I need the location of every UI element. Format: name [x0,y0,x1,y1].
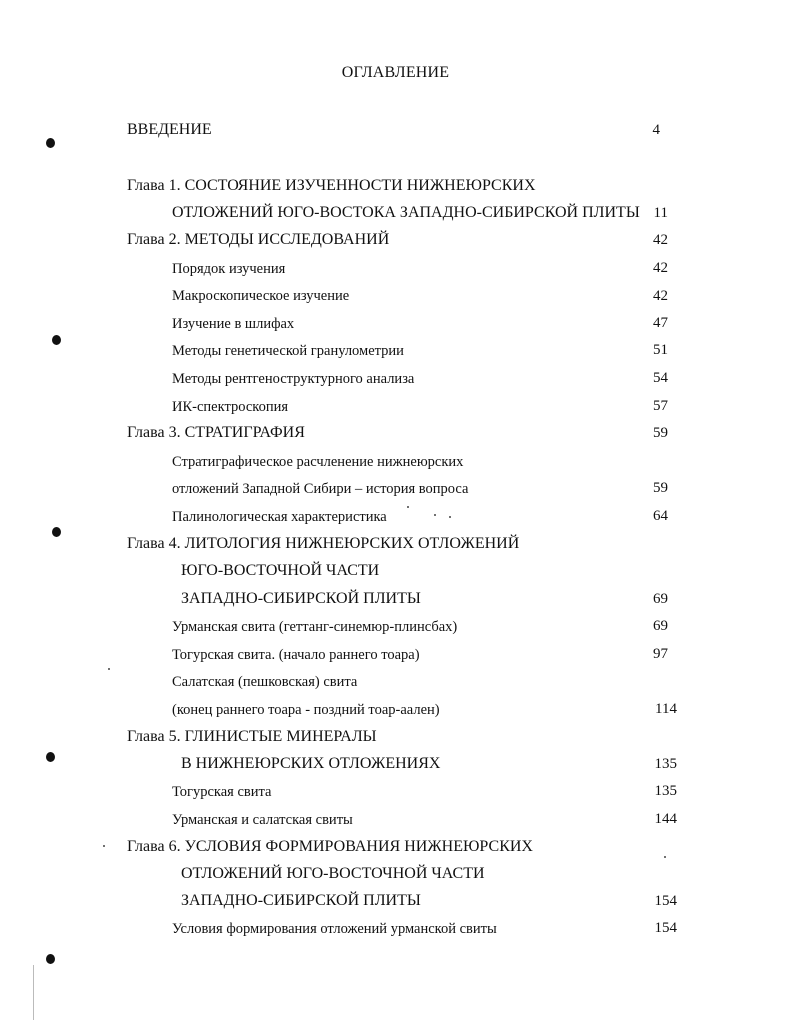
scan-margin-line [33,965,34,1020]
toc-section-continued: отложений Западной Сибири – история вопроса [172,481,469,497]
punch-hole [46,954,55,964]
toc-section-continued: (конец раннего тоара - поздний тоар-аален) [172,702,440,718]
toc-page-number: 144 [654,811,677,827]
toc-section: Салатская (пешковская) свита [172,674,358,690]
toc-page-number: 59 [653,480,668,496]
toc-page-number: 42 [653,260,668,276]
toc-chapter-6: Глава 6. УСЛОВИЯ ФОРМИРОВАНИЯ НИЖНЕЮРСКИХ [127,838,533,855]
toc-page-number: 114 [655,701,677,717]
toc-chapter-5: Глава 5. ГЛИНИСТЫЕ МИНЕРАЛЫ [127,728,377,745]
punch-hole [46,138,55,148]
toc-entry-introduction: ВВЕДЕНИЕ [127,121,212,138]
toc-section: Урманская свита (геттанг-синемюр-плинсбах) [172,619,458,635]
scan-speck [664,856,666,858]
toc-section: ИК-спектроскопия [172,399,289,415]
toc-section: Методы генетической гранулометрии [172,343,404,359]
toc-chapter-4: Глава 4. ЛИТОЛОГИЯ НИЖНЕЮРСКИХ ОТЛОЖЕНИЙ [127,535,520,552]
toc-page-number: 57 [653,398,668,414]
toc-page-number: 135 [654,756,677,772]
toc-chapter-3: Глава 3. СТРАТИГРАФИЯ [127,424,305,441]
toc-page-number: 69 [653,591,668,607]
toc-page-number: 64 [653,508,668,524]
scan-speck [103,845,105,847]
toc-chapter-6-continued: ЗАПАДНО-СИБИРСКОЙ ПЛИТЫ [181,892,421,909]
toc-page-number: 69 [653,618,668,634]
toc-page-number: 59 [653,425,668,441]
toc-section: Стратиграфическое расчленение нижнеюрских [172,454,464,470]
toc-chapter-4-continued: ЗАПАДНО-СИБИРСКОЙ ПЛИТЫ [181,590,421,607]
toc-page-number: 11 [653,205,668,221]
toc-section: Порядок изучения [172,261,286,277]
toc-page-number: 135 [654,783,677,799]
toc-section: Изучение в шлифах [172,316,295,332]
toc-page-number: 4 [652,122,660,138]
scan-speck [108,668,110,670]
toc-chapter-1: Глава 1. СОСТОЯНИЕ ИЗУЧЕННОСТИ НИЖНЕЮРСКИХ [127,177,536,194]
toc-chapter-1-continued: ОТЛОЖЕНИЙ ЮГО-ВОСТОКА ЗАПАДНО-СИБИРСКОЙ ПЛИТЫ [172,204,640,221]
scan-speck [434,514,436,516]
toc-section: Тогурская свита [172,784,272,800]
scan-speck [407,506,409,508]
punch-hole [52,527,61,537]
toc-page-number: 154 [654,893,677,909]
toc-page-number: 54 [653,370,668,386]
toc-page-number: 97 [653,646,668,662]
punch-hole [52,335,61,345]
toc-page-number: 47 [653,315,668,331]
toc-page-number: 154 [654,920,677,936]
page-title: ОГЛАВЛЕНИЕ [341,64,450,81]
toc-section: Условия формирования отложений урманской свиты [172,921,497,937]
toc-chapter-2: Глава 2. МЕТОДЫ ИССЛЕДОВАНИЙ [127,231,390,248]
toc-chapter-4-continued: ЮГО-ВОСТОЧНОЙ ЧАСТИ [181,562,380,579]
toc-section: Тогурская свита. (начало раннего тоара) [172,647,420,663]
toc-page-number: 42 [653,288,668,304]
toc-chapter-5-continued: В НИЖНЕЮРСКИХ ОТЛОЖЕНИЯХ [181,755,441,772]
toc-section: Палинологическая характеристика [172,509,387,525]
toc-chapter-6-continued: ОТЛОЖЕНИЙ ЮГО-ВОСТОЧНОЙ ЧАСТИ [181,865,485,882]
toc-section: Урманская и салатская свиты [172,812,353,828]
toc-section: Методы рентгеноструктурного анализа [172,371,415,387]
scan-speck [449,516,451,518]
toc-page-number: 51 [653,342,668,358]
toc-section: Макроскопическое изучение [172,288,350,304]
punch-hole [46,752,55,762]
toc-page-number: 42 [653,232,668,248]
